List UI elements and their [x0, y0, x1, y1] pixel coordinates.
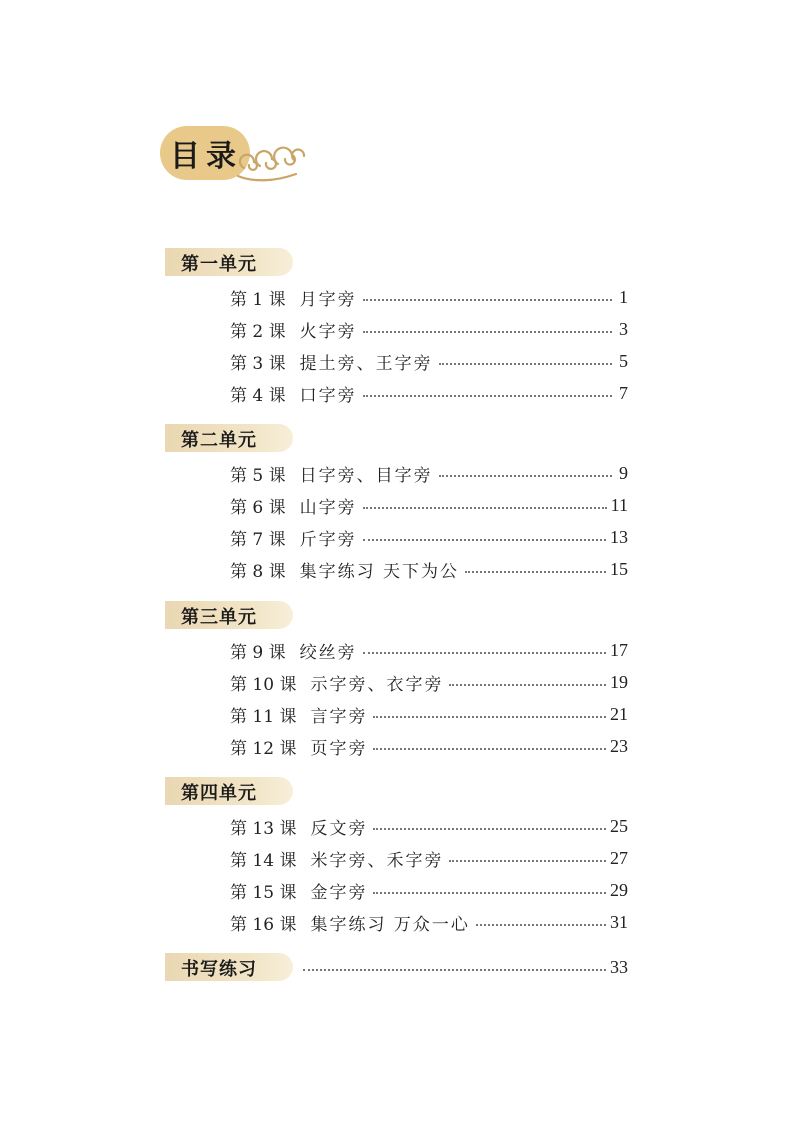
- dot-leader: [373, 716, 606, 718]
- page-number: 5: [619, 350, 628, 371]
- dot-leader: [439, 475, 612, 477]
- lesson-number: 第 1 课: [230, 289, 286, 310]
- page-number: 19: [610, 671, 628, 692]
- toc-entry[interactable]: [230, 637, 628, 663]
- toc-entry[interactable]: [230, 348, 628, 374]
- toc-entry[interactable]: [230, 733, 628, 759]
- lesson-title: 提土旁、王字旁: [299, 353, 433, 374]
- dot-leader: [363, 331, 612, 333]
- dot-leader: [363, 652, 606, 654]
- lesson-title: 山字旁: [299, 497, 357, 518]
- page-number: 7: [619, 382, 628, 403]
- toc-entry[interactable]: [230, 909, 628, 935]
- page-number: 1: [619, 286, 628, 307]
- lesson-title: 集字练习 万众一心: [310, 914, 470, 935]
- toc-entry[interactable]: [230, 492, 628, 518]
- lesson-title: 页字旁: [310, 738, 368, 759]
- page-number: 21: [610, 703, 628, 724]
- lesson-number: 第 7 课: [230, 529, 286, 550]
- lesson-title: 示字旁、衣字旁: [310, 674, 444, 695]
- page-number: 3: [619, 318, 628, 339]
- lesson-title: 斤字旁: [299, 529, 357, 550]
- toc-entry[interactable]: [230, 380, 628, 406]
- page-number: 33: [610, 956, 628, 977]
- toc-title: 目录: [170, 139, 242, 174]
- toc-entry[interactable]: [230, 460, 628, 486]
- lesson-title: 火字旁: [299, 321, 357, 342]
- dot-leader: [465, 571, 606, 573]
- page-number: 31: [610, 911, 628, 932]
- dot-leader: [449, 684, 606, 686]
- page-number: 11: [610, 494, 628, 515]
- lesson-number: 第 2 课: [230, 321, 286, 342]
- toc-entry[interactable]: [230, 813, 628, 839]
- lesson-number: 第 12 课: [230, 738, 297, 759]
- unit-label: 第二单元: [181, 430, 257, 451]
- page-number: 23: [610, 735, 628, 756]
- lesson-title: 金字旁: [310, 882, 368, 903]
- lesson-title: 言字旁: [310, 706, 368, 727]
- lesson-number: 第 13 课: [230, 818, 297, 839]
- lesson-number: 第 8 课: [230, 561, 286, 582]
- lesson-number: 第 5 课: [230, 465, 286, 486]
- dot-leader: [439, 363, 612, 365]
- unit-header: [165, 248, 295, 278]
- toc-heading: [160, 120, 320, 190]
- cloud-ornament-icon: [234, 138, 314, 184]
- toc-entry[interactable]: [230, 877, 628, 903]
- lesson-title: 反文旁: [310, 818, 368, 839]
- page-number: 13: [610, 526, 628, 547]
- page-number: 9: [619, 462, 628, 483]
- toc-entry[interactable]: [230, 316, 628, 342]
- page-number: 27: [610, 847, 628, 868]
- unit-label: 第三单元: [181, 607, 257, 628]
- dot-leader: [476, 924, 606, 926]
- dot-leader: [363, 299, 612, 301]
- lesson-number: 第 10 课: [230, 674, 297, 695]
- toc-entry[interactable]: [230, 556, 628, 582]
- dot-leader: [373, 828, 606, 830]
- dot-leader: [373, 892, 606, 894]
- lesson-number: 第 15 课: [230, 882, 297, 903]
- practice-label: 书写练习: [181, 959, 257, 980]
- lesson-title: 集字练习 天下为公: [299, 561, 460, 582]
- lesson-number: 第 9 课: [230, 642, 286, 663]
- lesson-title: 口字旁: [299, 385, 357, 406]
- lesson-title: 绞丝旁: [299, 642, 357, 663]
- toc-entry[interactable]: [230, 669, 628, 695]
- unit-label: 第一单元: [181, 254, 257, 275]
- dot-leader: [449, 860, 606, 862]
- dot-leader: [363, 395, 612, 397]
- lesson-number: 第 6 课: [230, 497, 286, 518]
- lesson-title: 日字旁、目字旁: [299, 465, 433, 486]
- lesson-number: 第 16 课: [230, 914, 297, 935]
- lesson-title: 米字旁、禾字旁: [310, 850, 444, 871]
- lesson-number: 第 11 课: [230, 706, 297, 727]
- unit-header: [165, 601, 295, 631]
- unit-header: [165, 424, 295, 454]
- lesson-title: 月字旁: [299, 289, 357, 310]
- page-number: 17: [610, 639, 628, 660]
- lesson-number: 第 14 课: [230, 850, 297, 871]
- lesson-number: 第 4 课: [230, 385, 286, 406]
- dot-leader: [363, 507, 607, 509]
- dot-leader: [373, 748, 606, 750]
- toc-entry[interactable]: [230, 284, 628, 310]
- practice-entry: [165, 954, 628, 980]
- page-number: 29: [610, 879, 628, 900]
- toc-entry[interactable]: [230, 701, 628, 727]
- page-number: 15: [610, 558, 628, 579]
- page-number: 25: [610, 815, 628, 836]
- unit-label: 第四单元: [181, 783, 257, 804]
- dot-leader: [303, 969, 606, 971]
- toc-entry[interactable]: [230, 524, 628, 550]
- toc-entry[interactable]: [230, 845, 628, 871]
- unit-header: [165, 777, 295, 807]
- lesson-number: 第 3 课: [230, 353, 286, 374]
- dot-leader: [363, 539, 606, 541]
